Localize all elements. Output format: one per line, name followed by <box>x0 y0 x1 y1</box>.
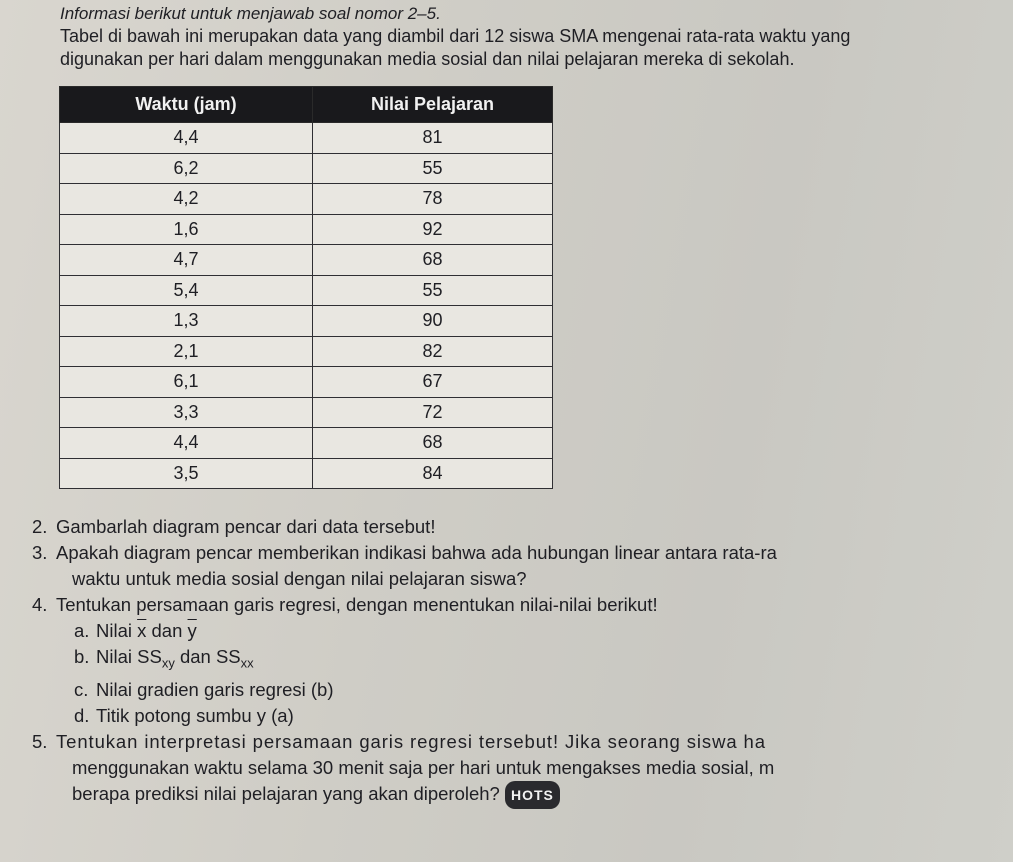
table-row <box>60 336 553 367</box>
intro-section <box>60 2 1005 71</box>
question-text: Tentukan interpretasi persamaan garis regresi tersebut! Jika seorang siswa ha <box>56 730 766 752</box>
table-row <box>60 214 553 245</box>
question-4b <box>32 644 1012 677</box>
question-text: Tentukan persamaan garis regresi, dengan menentukan nilai-nilai berikut! <box>56 594 658 615</box>
question-4c <box>32 677 1012 703</box>
data-table-wrapper <box>59 86 553 489</box>
question-number: 3. <box>32 542 48 563</box>
intro-line-1: Tabel di bawah ini merupakan data yang diambil dari 12 siswa SMA mengenai rata-rata waktu yang <box>60 26 851 46</box>
question-4a <box>32 618 1012 644</box>
questions-section <box>32 514 1012 809</box>
table-row <box>60 397 553 428</box>
cell-nilai: 81 <box>313 123 553 154</box>
table-row <box>60 245 553 276</box>
cell-waktu: 4,7 <box>60 245 313 276</box>
question-text: Apakah diagram pencar memberikan indikasi bahwa ada hubungan linear antara rata-ra <box>56 542 777 563</box>
sub-text-pre: Nilai <box>96 620 138 641</box>
question-4d <box>32 703 1012 729</box>
cell-waktu: 4,2 <box>60 184 313 215</box>
cell-waktu: 3,3 <box>60 397 313 428</box>
table-row <box>60 367 553 398</box>
cell-waktu: 4,4 <box>60 428 313 459</box>
data-table <box>59 86 553 489</box>
question-number: 5. <box>32 730 48 752</box>
cell-waktu: 6,2 <box>60 153 313 184</box>
table-row <box>60 123 553 154</box>
question-text: Gambarlah diagram pencar dari data tersebut! <box>56 516 436 537</box>
header-waktu: Waktu (jam) <box>60 87 313 123</box>
table-header-row <box>60 87 553 123</box>
hots-badge: HOTS <box>505 781 560 809</box>
subscript-xx: xx <box>240 655 254 671</box>
cell-nilai: 92 <box>313 214 553 245</box>
header-nilai: Nilai Pelajaran <box>313 87 553 123</box>
question-3-cont <box>32 566 1012 592</box>
table-row <box>60 458 553 489</box>
question-5-cont-1 <box>32 755 1012 781</box>
table-row <box>60 428 553 459</box>
cell-nilai: 68 <box>313 428 553 459</box>
question-number: 2. <box>32 516 48 537</box>
sub-text-mid: dan SS <box>174 646 241 667</box>
question-text: menggunakan waktu selama 30 menit saja per hari untuk mengakses media sosial, m <box>72 756 775 778</box>
cell-waktu: 2,1 <box>60 336 313 367</box>
sub-letter: d. <box>74 704 90 726</box>
question-text: berapa prediksi nilai pelajaran yang akan diperoleh? <box>72 782 500 804</box>
cell-waktu: 6,1 <box>60 367 313 398</box>
question-5 <box>32 729 1012 755</box>
question-3 <box>32 540 1012 566</box>
cell-nilai: 78 <box>313 184 553 215</box>
sub-text-mid: dan <box>146 620 188 641</box>
intro-line-2: digunakan per hari dalam menggunakan media sosial dan nilai pelajaran mereka di sekolah. <box>60 49 795 69</box>
cell-nilai: 90 <box>313 306 553 337</box>
question-5-cont-2 <box>32 781 1012 809</box>
table-row <box>60 306 553 337</box>
subscript-xy: xy <box>161 655 175 671</box>
cell-waktu: 5,4 <box>60 275 313 306</box>
question-number: 4. <box>32 594 48 615</box>
sub-text-pre: Nilai SS <box>96 646 162 667</box>
cell-waktu: 3,5 <box>60 458 313 489</box>
sub-text: Titik potong sumbu y (a) <box>96 704 294 726</box>
table-row <box>60 275 553 306</box>
question-2 <box>32 514 1012 540</box>
cell-nilai: 55 <box>313 153 553 184</box>
question-4 <box>32 592 1012 618</box>
sub-letter: b. <box>74 646 90 667</box>
cell-nilai: 67 <box>313 367 553 398</box>
cell-nilai: 84 <box>313 458 553 489</box>
y-bar-symbol: $\overline{y}$ <box>187 620 197 641</box>
table-row <box>60 153 553 184</box>
sub-text: Nilai gradien garis regresi (b) <box>96 678 334 700</box>
table-row <box>60 184 553 215</box>
sub-letter: a. <box>74 620 90 641</box>
cell-nilai: 82 <box>313 336 553 367</box>
sub-letter: c. <box>74 678 89 700</box>
cell-nilai: 55 <box>313 275 553 306</box>
x-bar-symbol: $\overline{x}$ <box>137 620 147 641</box>
cell-waktu: 1,6 <box>60 214 313 245</box>
cell-waktu: 4,4 <box>60 123 313 154</box>
intro-heading: Informasi berikut untuk menjawab soal nomor 2–5. <box>60 4 441 23</box>
cell-waktu: 1,3 <box>60 306 313 337</box>
cell-nilai: 72 <box>313 397 553 428</box>
question-text: waktu untuk media sosial dengan nilai pelajaran siswa? <box>72 568 527 589</box>
cell-nilai: 68 <box>313 245 553 276</box>
